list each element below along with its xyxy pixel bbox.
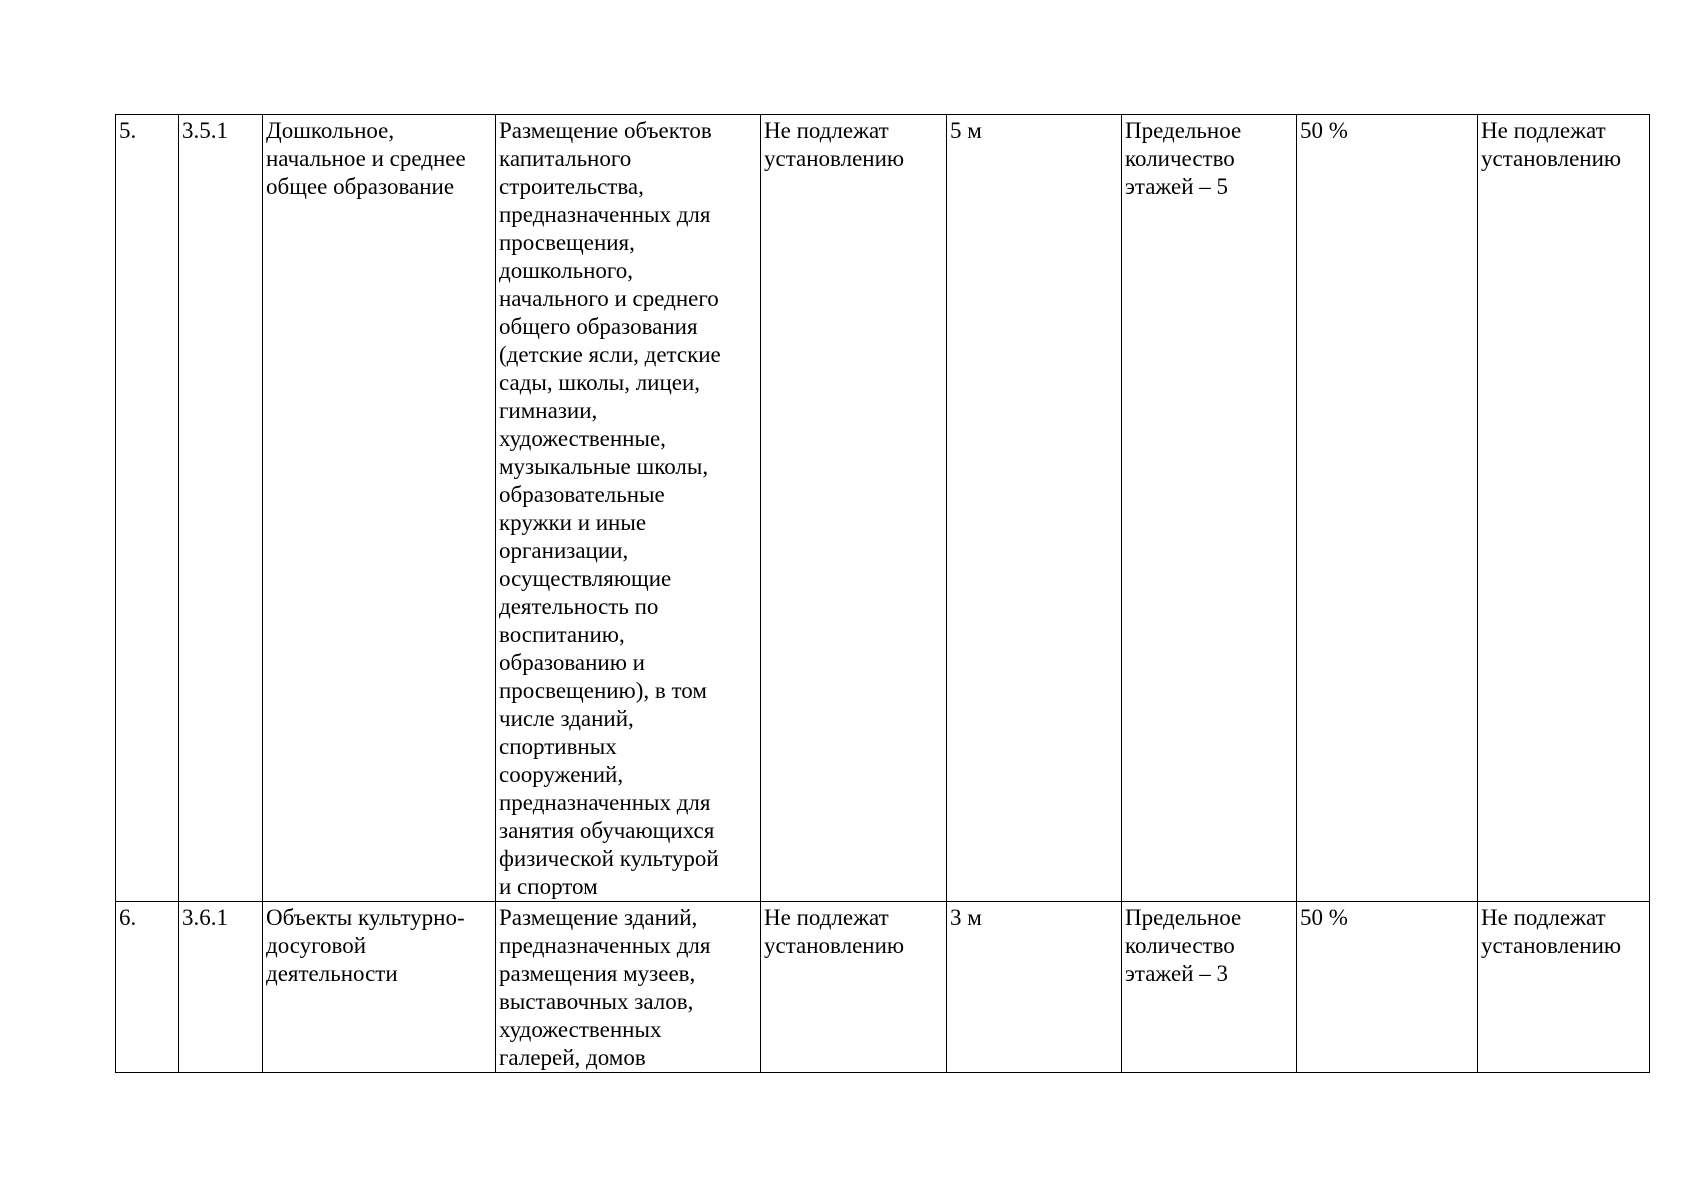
use-description bbox=[496, 902, 761, 1073]
text-line: Размещение зданий, bbox=[499, 905, 698, 930]
text-line: Предельное bbox=[1125, 905, 1242, 930]
min-size-cell bbox=[761, 115, 947, 902]
text-line: сооружений, bbox=[499, 762, 624, 787]
use-name bbox=[263, 902, 496, 1073]
text-line: Объекты культурно- bbox=[266, 905, 465, 930]
text-line: художественных bbox=[499, 1017, 662, 1042]
row-number: 5. bbox=[116, 115, 179, 902]
text-line: установлению bbox=[1481, 933, 1622, 958]
text-line: количество bbox=[1125, 146, 1235, 171]
text-line: выставочных залов, bbox=[499, 989, 694, 1014]
setback-cell: 3 м bbox=[947, 902, 1122, 1073]
text-line: предназначенных для bbox=[499, 202, 711, 227]
text-line: спортивных bbox=[499, 734, 617, 759]
other-params-cell bbox=[1478, 902, 1650, 1073]
text-line: начального и среднего bbox=[499, 286, 719, 311]
text-line: галерей, домов bbox=[499, 1045, 646, 1070]
text-line: деятельности bbox=[266, 961, 398, 986]
text-line: музыкальные школы, bbox=[499, 454, 709, 479]
text-line: размещения музеев, bbox=[499, 961, 696, 986]
table-row bbox=[116, 115, 1650, 902]
text-line: Не подлежат bbox=[1481, 905, 1606, 930]
use-code: 3.6.1 bbox=[179, 902, 263, 1073]
use-description bbox=[496, 115, 761, 902]
text-line: и спортом bbox=[499, 874, 598, 899]
text-line: общего образования bbox=[499, 314, 698, 339]
coverage-cell: 50 % bbox=[1297, 902, 1478, 1073]
text-line: досуговой bbox=[266, 933, 367, 958]
text-line: числе зданий, bbox=[499, 706, 634, 731]
min-size-cell bbox=[761, 902, 947, 1073]
text-line: художественные, bbox=[499, 426, 666, 451]
land-use-table bbox=[115, 114, 1650, 1073]
text-line: физической культурой bbox=[499, 846, 719, 871]
text-line: Не подлежат bbox=[764, 905, 889, 930]
use-name bbox=[263, 115, 496, 902]
text-line: общее образование bbox=[266, 174, 455, 199]
text-line: предназначенных для bbox=[499, 933, 711, 958]
text-line: Предельное bbox=[1125, 118, 1242, 143]
text-line: Не подлежат bbox=[764, 118, 889, 143]
text-line: установлению bbox=[764, 146, 905, 171]
text-line: занятия обучающихся bbox=[499, 818, 715, 843]
text-line: образованию и bbox=[499, 650, 645, 675]
text-line: просвещения, bbox=[499, 230, 635, 255]
setback-cell: 5 м bbox=[947, 115, 1122, 902]
text-line: кружки и иные bbox=[499, 510, 647, 535]
floors-cell bbox=[1122, 115, 1297, 902]
floors-cell bbox=[1122, 902, 1297, 1073]
text-line: осуществляющие bbox=[499, 566, 672, 591]
other-params-cell bbox=[1478, 115, 1650, 902]
text-line: количество bbox=[1125, 933, 1235, 958]
text-line: установлению bbox=[764, 933, 905, 958]
text-line: Не подлежат bbox=[1481, 118, 1606, 143]
text-line: воспитанию, bbox=[499, 622, 625, 647]
text-line: Дошкольное, bbox=[266, 118, 395, 143]
text-line: дошкольного, bbox=[499, 258, 634, 283]
text-line: просвещению), в том bbox=[499, 678, 707, 703]
coverage-cell: 50 % bbox=[1297, 115, 1478, 902]
text-line: установлению bbox=[1481, 146, 1622, 171]
table-row bbox=[116, 902, 1650, 1073]
text-line: Размещение объектов bbox=[499, 118, 712, 143]
text-line: этажей – 5 bbox=[1125, 174, 1229, 199]
use-code: 3.5.1 bbox=[179, 115, 263, 902]
text-line: предназначенных для bbox=[499, 790, 711, 815]
text-line: (детские ясли, детские bbox=[499, 342, 721, 367]
text-line: строительства, bbox=[499, 174, 644, 199]
text-line: капитального bbox=[499, 146, 632, 171]
text-line: организации, bbox=[499, 538, 629, 563]
text-line: начальное и среднее bbox=[266, 146, 466, 171]
text-line: образовательные bbox=[499, 482, 665, 507]
text-line: сады, школы, лицеи, bbox=[499, 370, 701, 395]
text-line: гимназии, bbox=[499, 398, 598, 423]
text-line: этажей – 3 bbox=[1125, 961, 1229, 986]
text-line: деятельность по bbox=[499, 594, 659, 619]
row-number: 6. bbox=[116, 902, 179, 1073]
